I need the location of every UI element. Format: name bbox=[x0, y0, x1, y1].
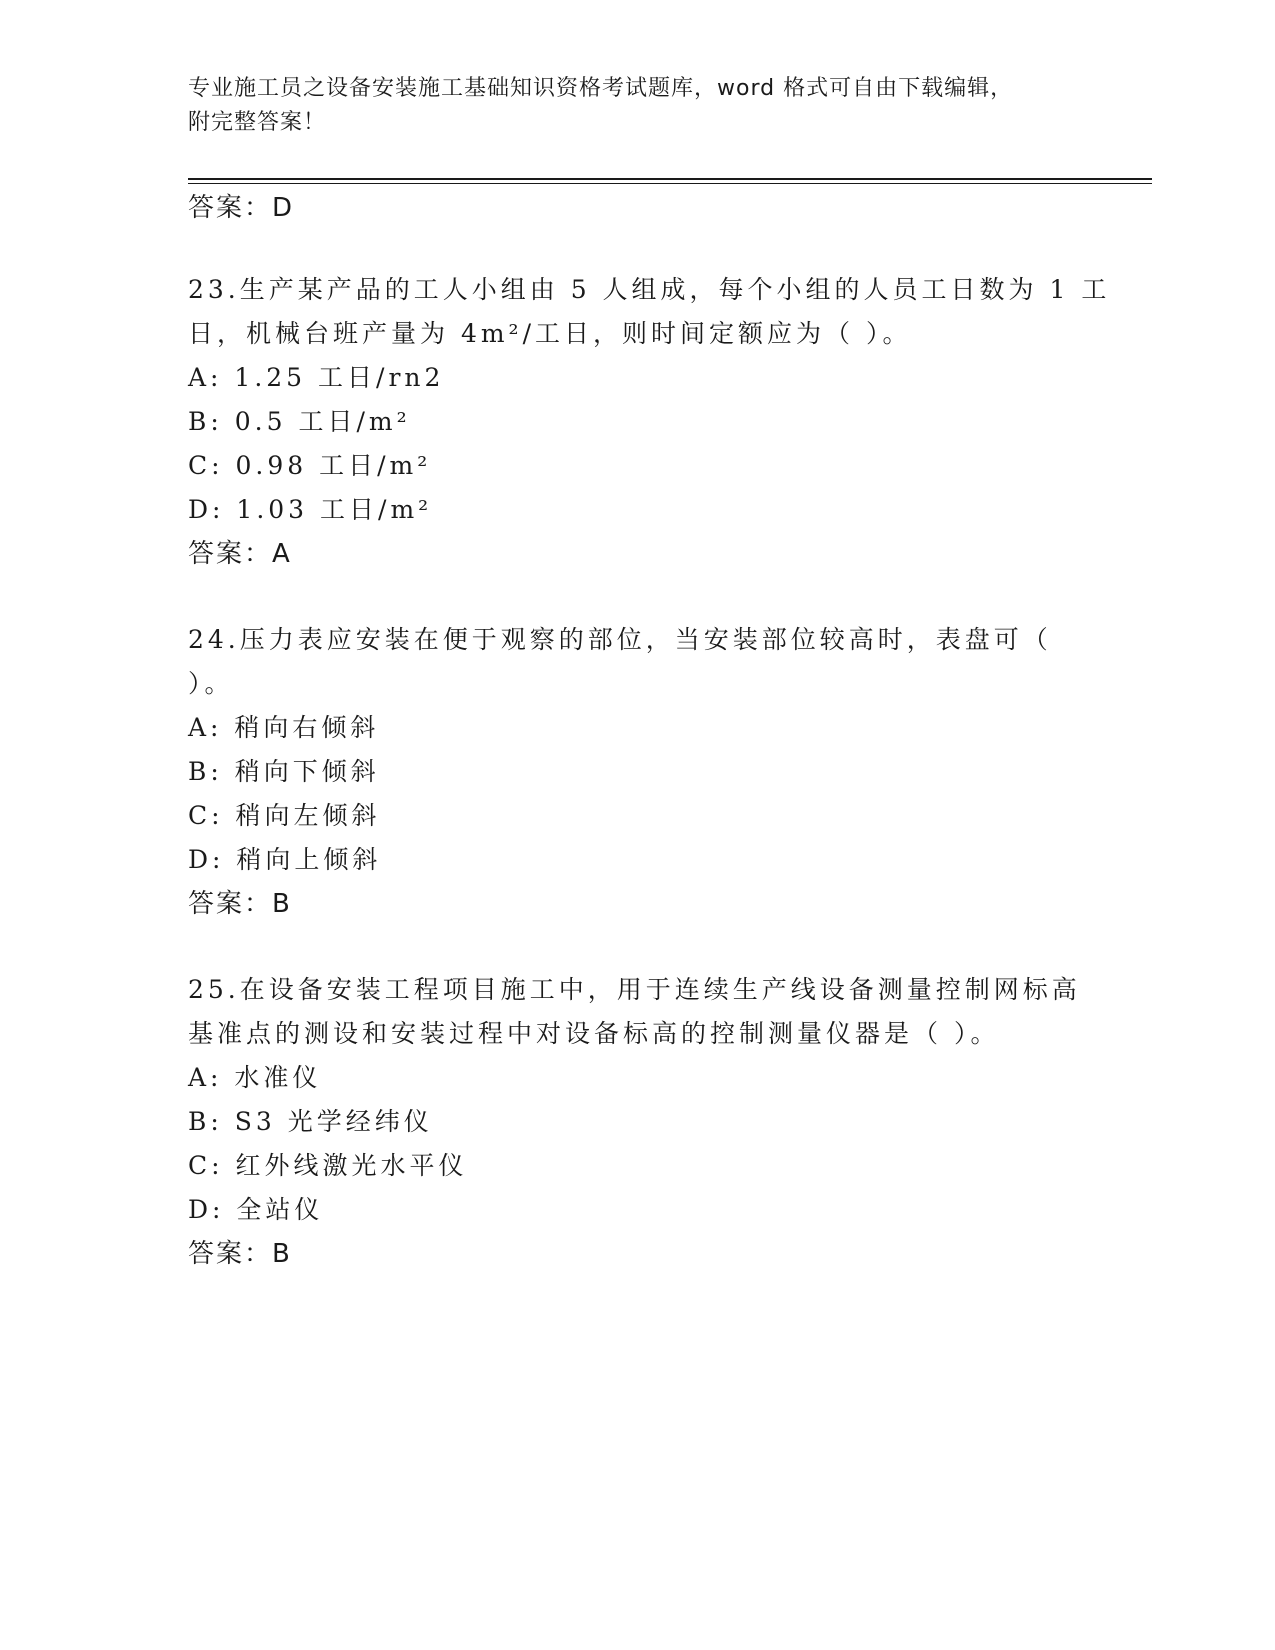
header-divider-thick bbox=[188, 178, 1152, 180]
question-24-stem-line-1: 24.压力表应安装在便于观察的部位，当安装部位较高时，表盘可（ bbox=[188, 625, 1052, 654]
question-25-option-d: D: 全站仪 bbox=[188, 1195, 324, 1224]
question-24-option-a: A: 稍向右倾斜 bbox=[188, 713, 380, 742]
question-25-option-a: A: 水准仪 bbox=[188, 1063, 322, 1092]
question-23-option-b: B: 0.5 工日/m² bbox=[188, 407, 411, 436]
question-25-stem-line-2: 基准点的测设和安装过程中对设备标高的控制测量仪器是（ ）。 bbox=[188, 1019, 1000, 1048]
question-23-stem-line-1: 23.生产某产品的工人小组由 5 人组成，每个小组的人员工日数为 1 工 bbox=[188, 275, 1111, 304]
question-24-option-c: C: 稍向左倾斜 bbox=[188, 801, 381, 830]
question-23-option-d: D: 1.03 工日/m² bbox=[188, 495, 433, 524]
question-25-option-b: B: S3 光学经纬仪 bbox=[188, 1107, 433, 1136]
header-line-1: 专业施工员之设备安装施工基础知识资格考试题库，word 格式可自由下载编辑， bbox=[188, 76, 1014, 101]
question-25-stem-line-1: 25.在设备安装工程项目施工中，用于连续生产线设备测量控制网标高 bbox=[188, 975, 1081, 1004]
question-24-option-b: B: 稍向下倾斜 bbox=[188, 757, 380, 786]
question-25-answer: 答案：B bbox=[188, 1239, 292, 1269]
question-23-answer: 答案：A bbox=[188, 539, 292, 569]
previous-answer: 答案：D bbox=[188, 193, 295, 223]
question-23-option-c: C: 0.98 工日/m² bbox=[188, 451, 432, 480]
header-divider-thin bbox=[188, 183, 1152, 184]
header-line-2: 附完整答案！ bbox=[188, 110, 327, 135]
question-25-option-c: C: 红外线激光水平仪 bbox=[188, 1151, 468, 1180]
question-23-option-a: A: 1.25 工日/rn2 bbox=[188, 363, 445, 392]
document-header bbox=[188, 72, 1088, 140]
question-24-stem-line-2: ）。 bbox=[188, 669, 234, 698]
question-23-stem-line-2: 日，机械台班产量为 4m²/工日，则时间定额应为（ ）。 bbox=[188, 319, 912, 348]
question-24-option-d: D: 稍向上倾斜 bbox=[188, 845, 382, 874]
question-24-answer: 答案：B bbox=[188, 889, 292, 919]
